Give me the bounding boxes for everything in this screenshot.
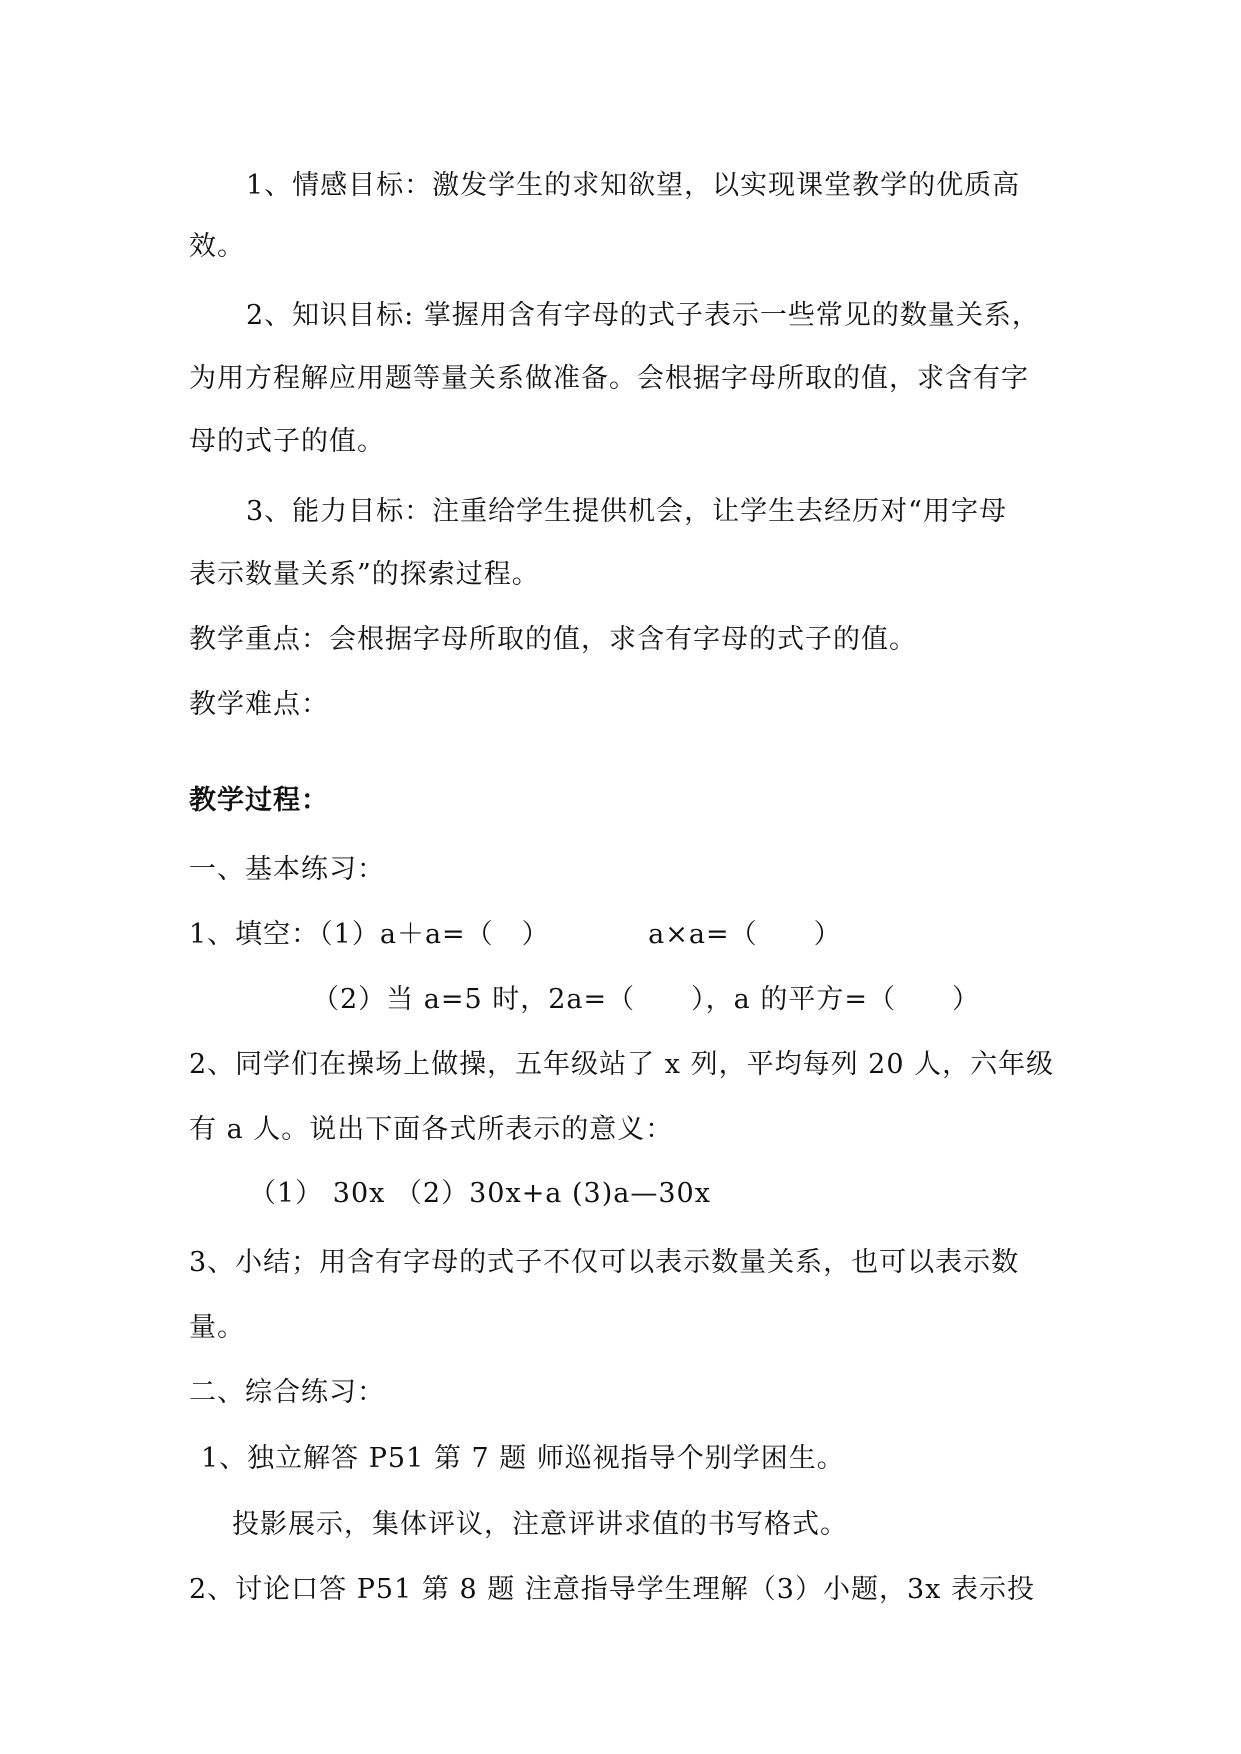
knowledge-objective-line-3: 母的式子的值。 [189, 426, 385, 457]
ability-objective-line-2: 表示数量关系”的探索过程。 [189, 559, 540, 590]
emotion-objective-line-1: 1、情感目标：激发学生的求知欲望，以实现课堂教学的优质高 [246, 170, 1021, 201]
question-two-line-2: 有 a 人。说出下面各式所表示的意义： [189, 1114, 674, 1145]
question-one-line-1: 1、填空：（1）a＋a=（ ） a×a=（ ） [189, 919, 842, 950]
summary-line-1: 3、小结；用含有字母的式子不仅可以表示数量关系，也可以表示数 [189, 1247, 1020, 1278]
exercise-one-line-1: 1、独立解答 P51 第 7 题 师巡视指导个别学困生。 [201, 1443, 845, 1474]
knowledge-objective-line-1: 2、知识目标: 掌握用含有字母的式子表示一些常见的数量关系， [246, 300, 1040, 331]
question-two-line-1: 2、同学们在操场上做操，五年级站了 x 列，平均每列 20 人，六年级 [189, 1049, 1055, 1080]
exercise-one-line-2: 投影展示，集体评议，注意评讲求值的书写格式。 [232, 1509, 848, 1540]
knowledge-objective-line-2: 为用方程解应用题等量关系做准备。会根据字母所取的值，求含有字 [189, 363, 1029, 394]
question-one-line-2: （2）当 a=5 时，2a=（ ），a 的平方=（ ） [312, 984, 980, 1015]
emotion-objective-line-2: 效。 [189, 231, 245, 262]
ability-objective-line-1: 3、能力目标：注重给学生提供机会，让学生去经历对“用字母 [246, 496, 1007, 527]
section-two-title: 二、综合练习： [189, 1377, 385, 1408]
teaching-process-heading: 教学过程： [189, 785, 329, 816]
summary-line-2: 量。 [189, 1312, 245, 1343]
teaching-key-point: 教学重点：会根据字母所取的值，求含有字母的式子的值。 [189, 624, 917, 655]
question-two-expressions: （1） 30x （2）30x+a (3)a—30x [249, 1178, 711, 1209]
exercise-two-line-1: 2、讨论口答 P51 第 8 题 注意指导学生理解（3）小题，3x 表示投 [189, 1574, 1035, 1605]
teaching-difficult-point: 教学难点： [189, 689, 329, 720]
section-one-title: 一、基本练习： [189, 854, 385, 885]
